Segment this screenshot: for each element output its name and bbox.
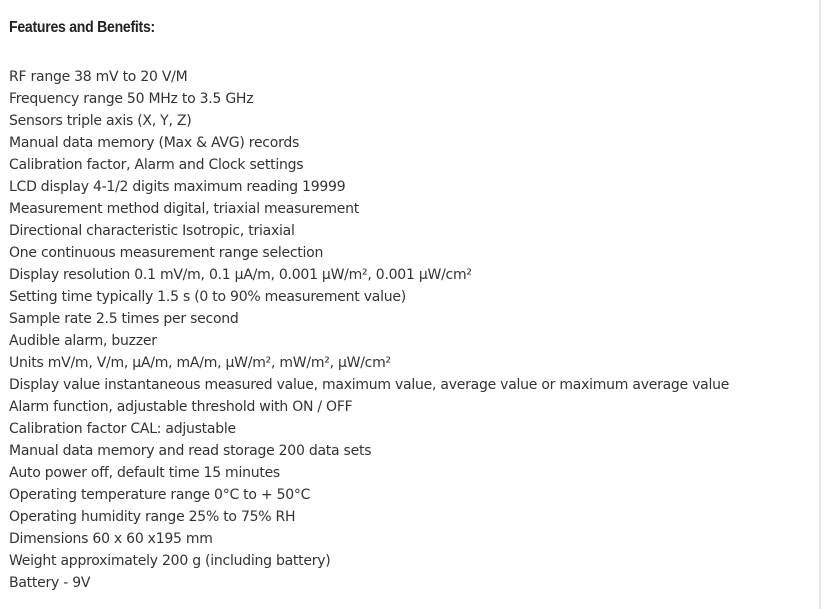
feature-item: Operating humidity range 25% to 75% RH — [9, 509, 296, 525]
feature-item: Display resolution 0.1 mV/m, 0.1 µA/m, 0.001 µW/m², 0.001 µW/cm² — [9, 267, 472, 283]
feature-item: Display value instantaneous measured value, maximum value, average value or maximum average value — [9, 377, 730, 393]
feature-item: LCD display 4-1/2 digits maximum reading 19999 — [9, 179, 346, 195]
feature-item: Alarm function, adjustable threshold with ON / OFF — [9, 399, 353, 415]
feature-item: Operating temperature range 0°C to + 50°C — [9, 487, 311, 503]
feature-item: Manual data memory (Max & AVG) records — [9, 135, 300, 151]
feature-item: Battery - 9V — [9, 575, 91, 591]
feature-item: Directional characteristic Isotropic, triaxial — [9, 223, 295, 239]
feature-item: Manual data memory and read storage 200 data sets — [9, 443, 372, 459]
feature-item: Calibration factor CAL: adjustable — [9, 421, 236, 437]
section-heading: Features and Benefits: — [9, 19, 155, 36]
feature-item: Dimensions 60 x 60 x195 mm — [9, 531, 213, 547]
feature-item: Audible alarm, buzzer — [9, 333, 157, 349]
feature-item: Measurement method digital, triaxial measurement — [9, 201, 359, 217]
feature-item: One continuous measurement range selection — [9, 245, 324, 261]
feature-item: Sample rate 2.5 times per second — [9, 311, 239, 327]
feature-item: Frequency range 50 MHz to 3.5 GHz — [9, 91, 254, 107]
feature-item: Auto power off, default time 15 minutes — [9, 465, 280, 481]
feature-item: Setting time typically 1.5 s (0 to 90% measurement value) — [9, 289, 406, 305]
feature-item: Calibration factor, Alarm and Clock settings — [9, 157, 304, 173]
feature-item: Weight approximately 200 g (including battery) — [9, 553, 331, 569]
features-list — [9, 66, 729, 594]
feature-item: Units mV/m, V/m, µA/m, mA/m, µW/m², mW/m², µW/cm² — [9, 355, 391, 371]
feature-item: Sensors triple axis (X, Y, Z) — [9, 113, 192, 129]
feature-item: RF range 38 mV to 20 V/M — [9, 69, 188, 85]
